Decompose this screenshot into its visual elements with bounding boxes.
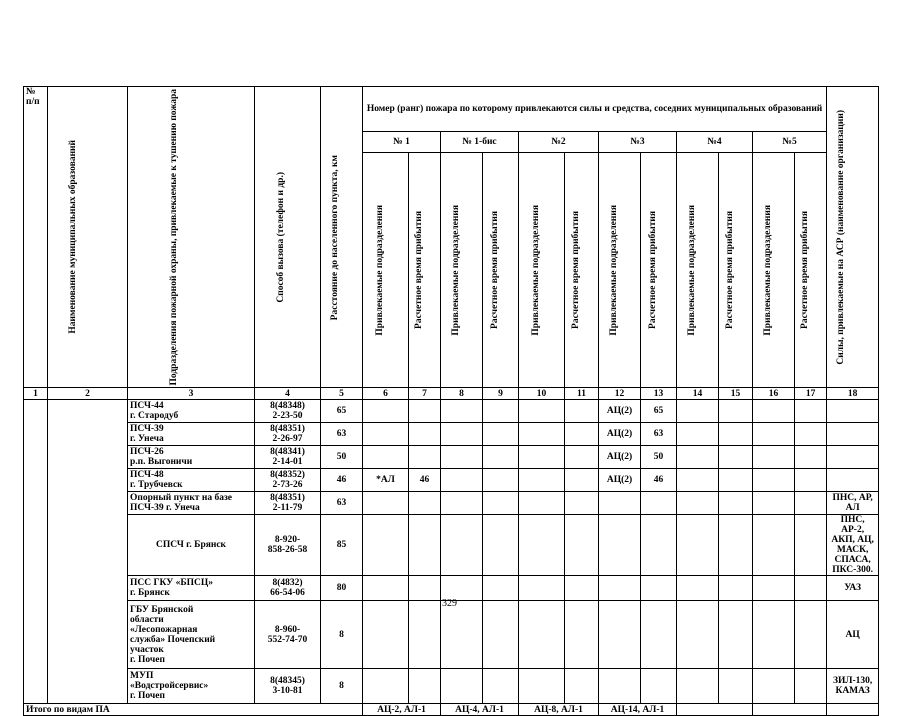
header-sub-time: Расчетное время прибытия (483, 152, 519, 388)
col-number: 6 (363, 388, 409, 400)
asr-cell (827, 423, 879, 446)
rank1-units-cell (363, 601, 409, 669)
rank3-time-cell: 63 (641, 423, 677, 446)
header-sub-units: Привлекаемые подразделения (677, 152, 719, 388)
table-cell (677, 669, 719, 704)
col-number: 14 (677, 388, 719, 400)
rank1-units-cell: *АЛ (363, 469, 409, 492)
col-number: 16 (753, 388, 795, 400)
table-cell (719, 515, 753, 576)
table-cell (753, 446, 795, 469)
table-cell (719, 576, 753, 601)
table-cell (483, 423, 519, 446)
table-cell (795, 446, 827, 469)
rank3-time-cell (641, 576, 677, 601)
col-number: 1 (24, 388, 48, 400)
table-cell (519, 446, 565, 469)
table-cell (677, 492, 719, 515)
table-row (24, 469, 879, 492)
rank1-time-cell: 46 (409, 469, 441, 492)
rank1-units-cell (363, 669, 409, 704)
division-cell: ПСС ГКУ «БПСЦ» г. Брянск (128, 576, 255, 601)
rank1-units-cell (363, 515, 409, 576)
table-cell (719, 492, 753, 515)
fire-forces-table (23, 86, 879, 716)
header-sub-time: Расчетное время прибытия (795, 152, 827, 388)
header-municipal: Наименование муниципальных образований (48, 87, 128, 388)
table-cell (483, 492, 519, 515)
asr-cell: ПНС, АР-2, АКП, АЦ, МАСК, СПАСА, ПКС-300. (827, 515, 879, 576)
distance-cell: 46 (321, 469, 363, 492)
totals-rank1: АЦ-2, АЛ-1 (363, 704, 441, 716)
table-cell (565, 400, 599, 423)
header-rank-3: №3 (599, 132, 677, 153)
col-number: 10 (519, 388, 565, 400)
table-cell (677, 400, 719, 423)
table-row (24, 515, 879, 576)
rank3-time-cell (641, 492, 677, 515)
division-cell: ПСЧ-26 р.п. Выгоничи (128, 446, 255, 469)
asr-cell: ПНС, АР, АЛ (827, 492, 879, 515)
totals-row (24, 704, 879, 716)
table-cell (565, 446, 599, 469)
table-cell (483, 515, 519, 576)
asr-cell: ЗИЛ-130, КАМАЗ (827, 669, 879, 704)
header-sub-time: Расчетное время прибытия (641, 152, 677, 388)
rank1-time-cell (409, 576, 441, 601)
header-rank-group: Номер (ранг) пожара по которому привлекаются силы и средства, соседних муниципальных образований (363, 87, 827, 132)
table-cell (677, 576, 719, 601)
division-cell: МУП «Водстройсервис» г. Почеп (128, 669, 255, 704)
col-number: 11 (565, 388, 599, 400)
call-cell: 8(48341) 2-14-01 (255, 446, 321, 469)
header-sub-units: Привлекаемые подразделения (519, 152, 565, 388)
col-number: 5 (321, 388, 363, 400)
table-cell (795, 492, 827, 515)
asr-cell (827, 469, 879, 492)
header-sub-units: Привлекаемые подразделения (753, 152, 795, 388)
distance-cell: 50 (321, 446, 363, 469)
division-cell: ГБУ Брянской области «Лесопожарная служба» Почепский участок г. Почеп (128, 601, 255, 669)
rank3-time-cell (641, 669, 677, 704)
table-row (24, 669, 879, 704)
division-cell: ПСЧ-48 г. Трубчевск (128, 469, 255, 492)
asr-cell: УАЗ (827, 576, 879, 601)
table-cell (795, 400, 827, 423)
rank1-units-cell (363, 446, 409, 469)
header-rank-1bis: № 1-бис (441, 132, 519, 153)
table-cell (441, 400, 483, 423)
page-number: 329 (442, 598, 457, 609)
table-cell (565, 469, 599, 492)
num-cell (24, 400, 48, 704)
table-row (24, 400, 879, 423)
table-cell (483, 400, 519, 423)
table-cell (483, 469, 519, 492)
table-cell (483, 576, 519, 601)
distance-cell: 80 (321, 576, 363, 601)
col-number: 13 (641, 388, 677, 400)
rank1-time-cell (409, 601, 441, 669)
table-cell (719, 446, 753, 469)
header-rank-1: № 1 (363, 132, 441, 153)
table-cell (565, 601, 599, 669)
table-cell (795, 469, 827, 492)
totals-rank5 (753, 704, 827, 716)
call-cell: 8(4832) 66-54-06 (255, 576, 321, 601)
table-cell (677, 469, 719, 492)
table-cell (565, 515, 599, 576)
header-call-method: Способ вызова (телефон и др.) (255, 87, 321, 388)
rank3-units-cell (599, 492, 641, 515)
rank1-units-cell (363, 423, 409, 446)
table-cell (719, 423, 753, 446)
rank1-units-cell (363, 576, 409, 601)
asr-cell (827, 400, 879, 423)
rank1-units-cell (363, 492, 409, 515)
table-cell (519, 601, 565, 669)
table-cell (753, 576, 795, 601)
distance-cell: 8 (321, 601, 363, 669)
table-cell (795, 515, 827, 576)
table-row (24, 446, 879, 469)
division-cell: ПСЧ-39 г. Унеча (128, 423, 255, 446)
table-cell (441, 669, 483, 704)
col-number: 12 (599, 388, 641, 400)
table-cell (719, 400, 753, 423)
rank1-time-cell (409, 446, 441, 469)
rank1-time-cell (409, 669, 441, 704)
rank3-units-cell (599, 515, 641, 576)
table-cell (753, 469, 795, 492)
table-row (24, 601, 879, 669)
call-cell: 8(48348) 2-23-50 (255, 400, 321, 423)
table-cell (795, 669, 827, 704)
col-number: 15 (719, 388, 753, 400)
table-cell (519, 669, 565, 704)
distance-cell: 63 (321, 423, 363, 446)
table-cell (565, 576, 599, 601)
col-number: 9 (483, 388, 519, 400)
column-number-row (24, 388, 879, 400)
table-cell (753, 601, 795, 669)
totals-asr (827, 704, 879, 716)
col-number: 18 (827, 388, 879, 400)
header-distance: Расстояние до населенного пункта, км (321, 87, 363, 388)
totals-label: Итого по видам ПА (24, 704, 363, 716)
totals-rank2: АЦ-8, АЛ-1 (519, 704, 599, 716)
table-cell (519, 469, 565, 492)
rank3-units-cell: АЦ(2) (599, 446, 641, 469)
table-cell (519, 515, 565, 576)
table-cell (677, 446, 719, 469)
table-cell (441, 423, 483, 446)
header-num: № п/п (24, 87, 48, 388)
table-cell (483, 446, 519, 469)
rank1-time-cell (409, 492, 441, 515)
asr-cell: АЦ (827, 601, 879, 669)
rank3-units-cell (599, 669, 641, 704)
call-cell: 8(48351) 2-11-79 (255, 492, 321, 515)
col-number: 8 (441, 388, 483, 400)
table-row (24, 423, 879, 446)
rank3-units-cell: АЦ(2) (599, 423, 641, 446)
col-number: 4 (255, 388, 321, 400)
totals-rank1bis: АЦ-4, АЛ-1 (441, 704, 519, 716)
call-cell: 8(48345) 3-10-81 (255, 669, 321, 704)
distance-cell: 65 (321, 400, 363, 423)
distance-cell: 85 (321, 515, 363, 576)
table-cell (519, 576, 565, 601)
table-cell (441, 446, 483, 469)
table-cell (677, 423, 719, 446)
table-cell (753, 492, 795, 515)
header-rank-2: №2 (519, 132, 599, 153)
call-cell: 8(48351) 2-26-97 (255, 423, 321, 446)
table-cell (753, 400, 795, 423)
table-cell (795, 601, 827, 669)
rank3-time-cell: 50 (641, 446, 677, 469)
table-cell (677, 601, 719, 669)
rank3-units-cell (599, 601, 641, 669)
header-asr: Силы, привлекаемые на АСР (наименование организации) (827, 87, 879, 388)
table-cell (441, 469, 483, 492)
call-cell: 8-920- 858-26-58 (255, 515, 321, 576)
table-cell (519, 400, 565, 423)
table-cell (719, 601, 753, 669)
distance-cell: 63 (321, 492, 363, 515)
municipal-cell (48, 400, 128, 704)
totals-rank3: АЦ-14, АЛ-1 (599, 704, 677, 716)
rank3-units-cell: АЦ(2) (599, 400, 641, 423)
rank1-units-cell (363, 400, 409, 423)
header-sub-time: Расчетное время прибытия (409, 152, 441, 388)
header-sub-time: Расчетное время прибытия (719, 152, 753, 388)
table-cell (753, 669, 795, 704)
header-sub-units: Привлекаемые подразделения (599, 152, 641, 388)
division-cell: ПСЧ-44 г. Стародуб (128, 400, 255, 423)
rank1-time-cell (409, 515, 441, 576)
table-cell (483, 669, 519, 704)
rank3-time-cell: 46 (641, 469, 677, 492)
rank1-time-cell (409, 400, 441, 423)
table-row (24, 492, 879, 515)
table-cell (483, 601, 519, 669)
table-cell (565, 492, 599, 515)
table-cell (441, 515, 483, 576)
table-cell (519, 423, 565, 446)
division-cell: Опорный пункт на базе ПСЧ-39 г. Унеча (128, 492, 255, 515)
col-number: 3 (128, 388, 255, 400)
totals-rank4 (677, 704, 753, 716)
header-rank-5: №5 (753, 132, 827, 153)
table-cell (719, 469, 753, 492)
col-number: 17 (795, 388, 827, 400)
table-cell (677, 515, 719, 576)
rank1-time-cell (409, 423, 441, 446)
rank3-time-cell (641, 515, 677, 576)
table-cell (719, 669, 753, 704)
table-cell (795, 423, 827, 446)
table-cell (441, 601, 483, 669)
table-cell (565, 669, 599, 704)
table-cell (565, 423, 599, 446)
header-sub-units: Привлекаемые подразделения (441, 152, 483, 388)
col-number: 7 (409, 388, 441, 400)
call-cell: 8-960- 552-74-70 (255, 601, 321, 669)
header-division: Подразделения пожарной охраны, привлекаемые к тушению пожара (128, 87, 255, 388)
rank3-units-cell (599, 576, 641, 601)
header-sub-time: Расчетное время прибытия (565, 152, 599, 388)
table-cell (753, 423, 795, 446)
rank3-time-cell: 65 (641, 400, 677, 423)
table-cell (753, 515, 795, 576)
table-cell (441, 492, 483, 515)
header-sub-units: Привлекаемые подразделения (363, 152, 409, 388)
col-number: 2 (48, 388, 128, 400)
table-cell (795, 576, 827, 601)
division-cell: СПСЧ г. Брянск (128, 515, 255, 576)
table-cell (519, 492, 565, 515)
asr-cell (827, 446, 879, 469)
call-cell: 8(48352) 2-73-26 (255, 469, 321, 492)
rank3-units-cell: АЦ(2) (599, 469, 641, 492)
distance-cell: 8 (321, 669, 363, 704)
rank3-time-cell (641, 601, 677, 669)
header-rank-4: №4 (677, 132, 753, 153)
